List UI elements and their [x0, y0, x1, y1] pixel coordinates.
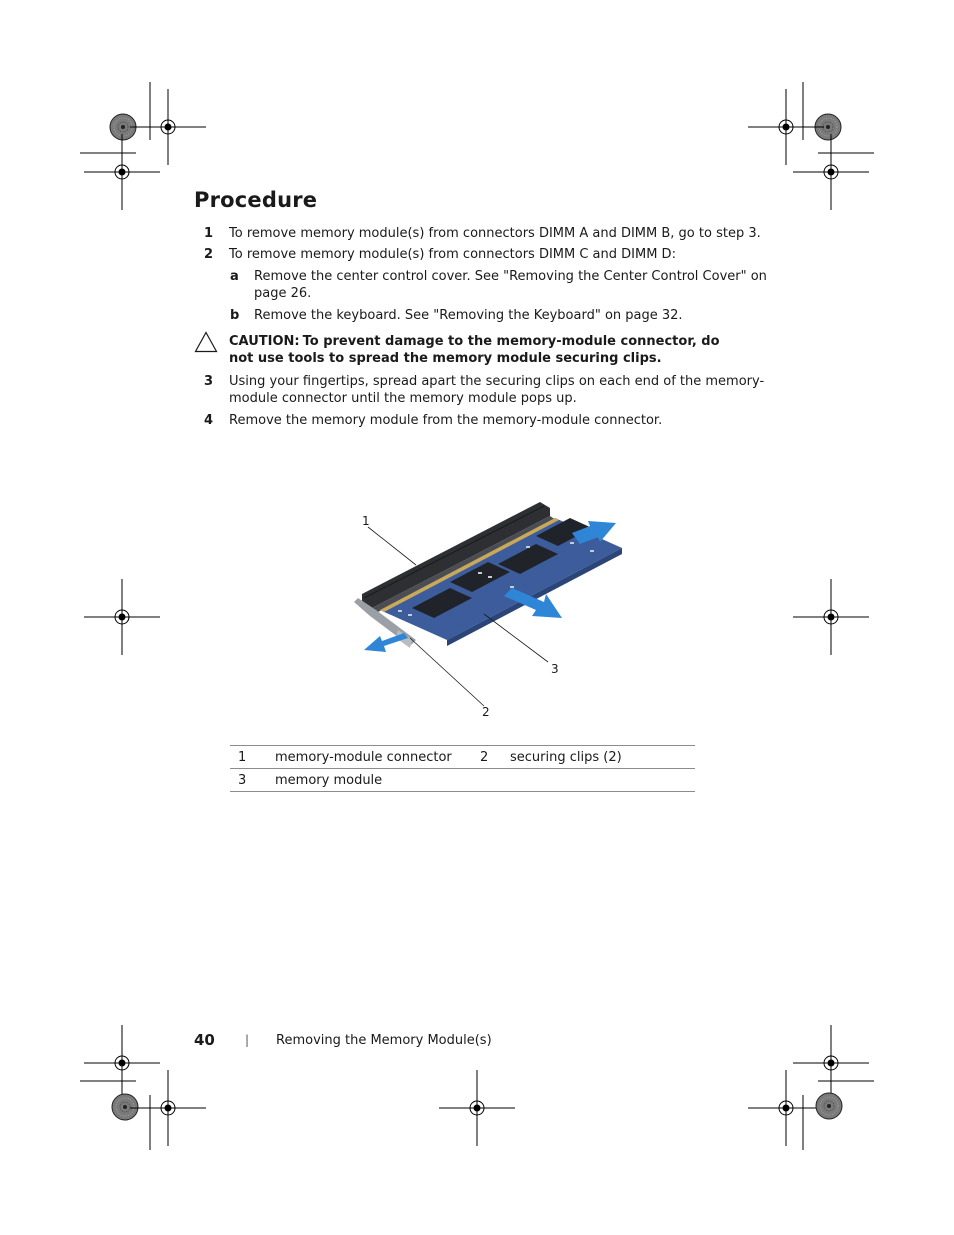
registration-mark-icon: [748, 89, 824, 165]
registration-mark-icon: [793, 1025, 869, 1101]
step-text: To remove memory module(s) from connectors DIMM A and DIMM B, go to step 3.: [229, 226, 761, 241]
color-wheel-icon: [112, 1094, 138, 1120]
step-text: Remove the memory module from the memory-module connector.: [229, 413, 663, 428]
substep-letter: b: [230, 308, 240, 323]
substep-letter: a: [230, 269, 239, 284]
spread-arrow-icon: [364, 633, 408, 652]
figure-callout: 3: [551, 662, 559, 676]
registration-mark-icon: [748, 1070, 824, 1146]
memory-module-illustration: [350, 490, 630, 720]
step-text: module connector until the memory module pops up.: [229, 391, 577, 406]
section-heading: Procedure: [194, 188, 318, 212]
registration-mark-icon: [439, 1070, 515, 1146]
registration-mark-icon: [793, 579, 869, 655]
step-number: 4: [203, 413, 213, 428]
footer-chapter-title: Removing the Memory Module(s): [276, 1033, 492, 1048]
registration-mark-icon: [84, 134, 160, 210]
step-text: To remove memory module(s) from connectors DIMM C and DIMM D:: [229, 247, 676, 262]
registration-mark-icon: [130, 1070, 206, 1146]
color-wheel-icon: [816, 1093, 842, 1119]
registration-mark-icon: [130, 89, 206, 165]
substep-text: page 26.: [254, 286, 312, 301]
legend-number: 1: [238, 749, 247, 765]
step-number: 2: [203, 247, 213, 262]
caution-text: To prevent damage to the memory-module connector, do: [302, 334, 720, 349]
registration-mark-icon: [793, 134, 869, 210]
step-number: 3: [203, 374, 213, 389]
table-row: [230, 746, 695, 769]
caution-note: [229, 333, 769, 367]
footer-separator: |: [245, 1033, 250, 1047]
registration-mark-icon: [84, 579, 160, 655]
caution-text: not use tools to spread the memory module securing clips.: [229, 351, 662, 366]
legend-label: securing clips (2): [510, 749, 622, 765]
legend-number: [480, 769, 510, 792]
legend-label: memory-module connector: [275, 749, 452, 765]
registration-mark-icon: [84, 1025, 160, 1101]
legend-label: [510, 769, 695, 792]
legend-number: 2: [480, 749, 489, 765]
page-number: 40: [194, 1031, 215, 1049]
step-number: 1: [203, 226, 213, 241]
caution-triangle-icon: [194, 331, 218, 353]
table-row: [230, 769, 695, 792]
substep-text: Remove the center control cover. See "Removing the Center Control Cover" on: [254, 269, 767, 284]
legend-number: 3: [238, 772, 247, 788]
legend-label: memory module: [275, 772, 383, 788]
caution-label: CAUTION:: [229, 334, 300, 349]
figure-legend-table: [230, 745, 695, 792]
figure-callout: 2: [482, 705, 490, 719]
step-text: Using your fingertips, spread apart the securing clips on each end of the memory-: [229, 374, 765, 389]
substep-text: Remove the keyboard. See "Removing the Keyboard" on page 32.: [254, 308, 683, 323]
figure-callout: 1: [362, 514, 370, 528]
